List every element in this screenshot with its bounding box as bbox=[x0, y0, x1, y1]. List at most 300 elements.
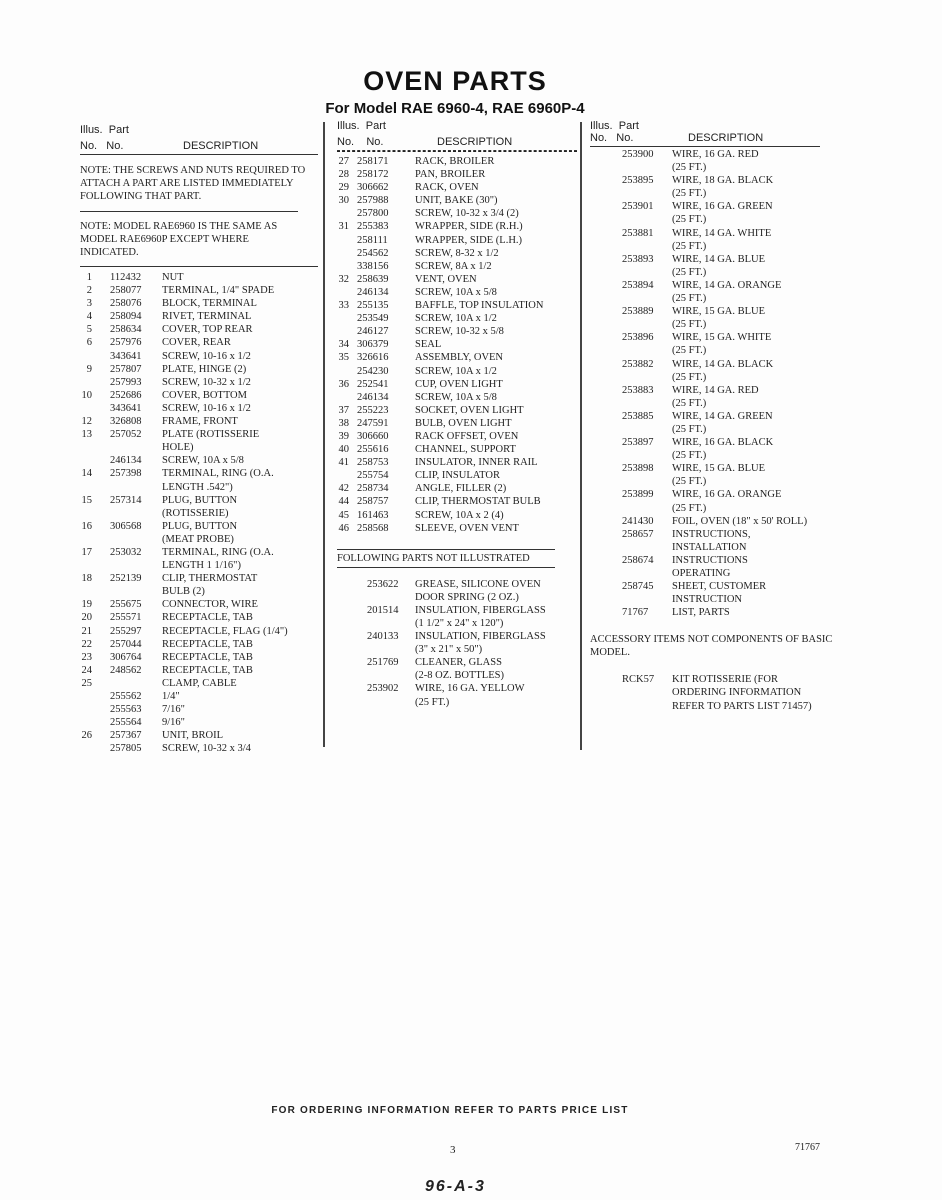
part-description: BULB (2) bbox=[162, 586, 205, 598]
illus-number: 33 bbox=[338, 300, 349, 312]
parts-list-row bbox=[337, 207, 577, 220]
parts-list-row bbox=[80, 546, 318, 559]
part-number: 258076 bbox=[110, 298, 142, 310]
part-number: 255564 bbox=[110, 717, 142, 729]
parts-list-row bbox=[337, 247, 577, 260]
document-number: 71767 bbox=[795, 1142, 820, 1153]
part-description: WIRE, 14 GA. GREEN bbox=[672, 410, 773, 422]
part-description: WIRE, 16 GA. BLACK bbox=[672, 437, 774, 449]
part-description: SCREW, 10A x 5/8 bbox=[162, 455, 244, 467]
parts-list-row bbox=[337, 365, 577, 378]
part-description: WIRE, 18 GA. BLACK bbox=[672, 175, 774, 187]
part-number: 246134 bbox=[357, 286, 389, 298]
part-description: TERMINAL, RING (O.A. bbox=[162, 546, 274, 558]
handwritten-code: 96-A-3 bbox=[425, 1178, 486, 1195]
part-number: 246134 bbox=[110, 455, 142, 467]
illus-number: 13 bbox=[81, 429, 92, 441]
illus-number: 36 bbox=[338, 378, 349, 390]
parts-list-row bbox=[590, 200, 830, 213]
part-description: SCREW, 10-32 x 3/4 bbox=[162, 743, 251, 755]
parts-list-row bbox=[80, 271, 318, 284]
parts-list-row bbox=[80, 297, 318, 310]
part-description: RACK, BROILER bbox=[415, 156, 495, 167]
illus-number: 4 bbox=[86, 311, 92, 323]
part-description: OPERATING bbox=[672, 568, 731, 579]
part-number: 246134 bbox=[357, 391, 389, 403]
page-title: OVEN PARTS bbox=[363, 66, 547, 96]
parts-list-row bbox=[337, 299, 577, 312]
parts-list-row bbox=[590, 305, 830, 318]
parts-list-row bbox=[590, 488, 830, 501]
parts-list-row bbox=[337, 338, 577, 351]
part-number: 253883 bbox=[622, 384, 654, 396]
header-description: DESCRIPTION bbox=[437, 136, 513, 148]
illus-number: 9 bbox=[86, 363, 92, 375]
part-description: 7/16" bbox=[162, 704, 185, 716]
part-number: 257988 bbox=[357, 195, 389, 207]
part-number: 255297 bbox=[110, 625, 142, 637]
parts-list-row bbox=[80, 402, 318, 415]
parts-list-row bbox=[337, 578, 577, 591]
part-description: INSTALLATION bbox=[672, 541, 747, 553]
part-number: 246127 bbox=[357, 326, 389, 338]
part-number: 258753 bbox=[357, 457, 389, 469]
part-number: 253902 bbox=[367, 683, 399, 695]
part-description: ASSEMBLY, OVEN bbox=[415, 352, 504, 364]
parts-list-row bbox=[80, 611, 318, 624]
part-number: 248562 bbox=[110, 664, 142, 676]
part-description: INSTRUCTIONS, bbox=[672, 528, 751, 540]
parts-list-row bbox=[590, 502, 830, 515]
part-number: 255562 bbox=[110, 691, 142, 702]
part-description: HOLE) bbox=[162, 442, 194, 454]
illus-number: 1 bbox=[86, 272, 92, 283]
part-number: 253893 bbox=[622, 253, 654, 265]
part-number: 258657 bbox=[622, 528, 654, 540]
part-number: 257805 bbox=[110, 743, 142, 755]
illus-number: 38 bbox=[338, 417, 349, 429]
part-number: 255223 bbox=[357, 404, 389, 416]
parts-list-row bbox=[590, 279, 830, 292]
part-description: SCREW, 10A x 2 (4) bbox=[415, 509, 504, 521]
illus-number: 23 bbox=[81, 651, 92, 663]
parts-list-row bbox=[590, 266, 830, 279]
part-description: WIRE, 14 GA. RED bbox=[672, 384, 759, 396]
parts-list-row bbox=[590, 331, 830, 344]
part-number: 253881 bbox=[622, 227, 654, 239]
parts-list-row bbox=[590, 554, 830, 567]
part-description: CLEANER, GLASS bbox=[415, 657, 502, 669]
parts-list-row bbox=[337, 260, 577, 273]
column-header bbox=[337, 118, 577, 134]
part-number: 257398 bbox=[110, 468, 142, 480]
parts-list-row bbox=[590, 344, 830, 357]
part-number: 306379 bbox=[357, 339, 389, 351]
part-number: 253894 bbox=[622, 279, 654, 291]
part-description: SCREW, 10-16 x 1/2 bbox=[162, 350, 251, 362]
illus-number: 34 bbox=[338, 339, 349, 351]
parts-list-row bbox=[80, 454, 318, 467]
parts-list-row bbox=[337, 194, 577, 207]
illus-number: 18 bbox=[81, 573, 92, 585]
parts-list-row bbox=[80, 664, 318, 677]
parts-list-row bbox=[337, 617, 577, 630]
part-description: SCREW, 10-16 x 1/2 bbox=[162, 402, 251, 414]
illus-number: 17 bbox=[81, 546, 92, 558]
parts-list-row bbox=[590, 161, 830, 174]
part-description: INSULATION, FIBERGLASS bbox=[415, 631, 546, 643]
divider bbox=[590, 146, 820, 147]
header-part: Part bbox=[365, 120, 386, 132]
part-description: SCREW, 10A x 5/8 bbox=[415, 391, 497, 403]
part-number: 252541 bbox=[357, 378, 389, 390]
parts-list-row bbox=[337, 456, 577, 469]
parts-list-row bbox=[80, 742, 318, 755]
part-description: RECEPTACLE, TAB bbox=[162, 664, 253, 676]
illus-number: 3 bbox=[86, 298, 92, 310]
parts-list-row bbox=[80, 363, 318, 376]
part-number: 253895 bbox=[622, 175, 654, 187]
parts-list-row bbox=[337, 495, 577, 508]
parts-list-row bbox=[80, 336, 318, 349]
part-number: 255383 bbox=[357, 221, 389, 233]
part-description: ANGLE, FILLER (2) bbox=[415, 483, 507, 495]
parts-list-row bbox=[590, 371, 830, 384]
parts-list-row bbox=[337, 469, 577, 482]
parts-list-row bbox=[590, 318, 830, 331]
parts-list-row bbox=[590, 686, 830, 699]
part-description: PAN, BROILER bbox=[415, 169, 486, 181]
part-description: CLIP, THERMOSTAT BULB bbox=[415, 496, 541, 508]
parts-list-row bbox=[337, 404, 577, 417]
part-description: ORDERING INFORMATION bbox=[672, 687, 802, 699]
part-number: 257807 bbox=[110, 363, 142, 375]
part-description: TERMINAL, RING (O.A. bbox=[162, 468, 274, 480]
part-number: 253898 bbox=[622, 463, 654, 475]
note-screws: NOTE: THE SCREWS AND NUTS REQUIRED TO ATTACH A PART ARE LISTED IMMEDIATELY FOLLOWING THAT PART. bbox=[80, 165, 306, 202]
parts-list-row bbox=[337, 220, 577, 233]
parts-list-row bbox=[80, 323, 318, 336]
part-number: 253882 bbox=[622, 358, 654, 370]
part-description: (25 FT.) bbox=[672, 293, 707, 305]
parts-list-row bbox=[337, 155, 577, 168]
illus-number: 6 bbox=[86, 337, 92, 349]
part-number: 253897 bbox=[622, 437, 654, 449]
part-description: WIRE, 14 GA. WHITE bbox=[672, 227, 772, 239]
part-description: DOOR SPRING (2 OZ.) bbox=[415, 591, 519, 603]
parts-list-row bbox=[337, 378, 577, 391]
part-description: FOIL, OVEN (18" x 50' ROLL) bbox=[672, 515, 808, 527]
column-header bbox=[80, 122, 318, 138]
part-description: SCREW, 10A x 1/2 bbox=[415, 365, 497, 377]
part-description: RECEPTACLE, FLAG (1/4") bbox=[162, 625, 288, 637]
parts-list-row bbox=[590, 148, 830, 161]
illus-number: 37 bbox=[338, 404, 349, 416]
illus-number: 27 bbox=[338, 156, 349, 167]
illus-number: 32 bbox=[338, 273, 349, 285]
part-description: (25 FT.) bbox=[672, 397, 707, 409]
part-description: CLIP, THERMOSTAT bbox=[162, 573, 258, 585]
part-number: 338156 bbox=[357, 260, 389, 272]
parts-list-row bbox=[590, 213, 830, 226]
part-number: 253032 bbox=[110, 546, 142, 558]
part-number: 253896 bbox=[622, 332, 654, 344]
header-part: Part bbox=[618, 120, 639, 132]
parts-list-row bbox=[590, 187, 830, 200]
parts-list-row bbox=[590, 410, 830, 423]
illus-number: 35 bbox=[338, 352, 349, 364]
note-model: NOTE: MODEL RAE6960 IS THE SAME AS MODEL RAE6960P EXCEPT WHERE INDICATED. bbox=[80, 221, 278, 258]
parts-list bbox=[337, 155, 577, 535]
parts-list-row bbox=[80, 415, 318, 428]
parts-list-row bbox=[590, 541, 830, 554]
parts-list-accessories bbox=[590, 673, 830, 712]
part-number: 306660 bbox=[357, 430, 389, 442]
part-description: BULB, OVEN LIGHT bbox=[415, 417, 512, 429]
parts-list-row bbox=[80, 507, 318, 520]
header-no: No. bbox=[337, 136, 355, 148]
part-description: SCREW, 10A x 5/8 bbox=[415, 286, 497, 298]
header-illus: Illus. bbox=[337, 120, 360, 132]
ordering-footer: FOR ORDERING INFORMATION REFER TO PARTS PRICE LIST bbox=[271, 1105, 629, 1116]
illus-number: 44 bbox=[338, 496, 349, 508]
part-number: 257800 bbox=[357, 208, 389, 220]
illus-number: 25 bbox=[81, 677, 92, 689]
part-number: 253901 bbox=[622, 201, 654, 213]
part-number: 258094 bbox=[110, 311, 142, 323]
parts-list-row bbox=[337, 286, 577, 299]
parts-list-row bbox=[337, 643, 577, 656]
part-number: 326808 bbox=[110, 416, 142, 428]
part-description: PLATE, HINGE (2) bbox=[162, 363, 247, 375]
parts-list-row bbox=[337, 312, 577, 325]
part-description: (25 FT.) bbox=[672, 319, 707, 331]
part-description: PLUG, BUTTON bbox=[162, 494, 238, 506]
part-number: 241430 bbox=[622, 515, 654, 527]
illus-number: 20 bbox=[81, 612, 92, 624]
parts-list-row bbox=[337, 430, 577, 443]
part-description: CUP, OVEN LIGHT bbox=[415, 378, 503, 390]
part-description: LENGTH .542") bbox=[162, 481, 233, 493]
part-number: 258757 bbox=[357, 496, 389, 508]
divider bbox=[80, 211, 298, 212]
part-number: 252686 bbox=[110, 389, 142, 401]
parts-list-row bbox=[337, 522, 577, 535]
part-number: 258639 bbox=[357, 273, 389, 285]
illus-number: 30 bbox=[338, 195, 349, 207]
parts-list bbox=[590, 148, 830, 619]
parts-list-row bbox=[337, 682, 577, 695]
header-no: No. bbox=[366, 136, 384, 148]
part-number: 255616 bbox=[357, 444, 389, 456]
part-number: 253899 bbox=[622, 489, 654, 501]
page-subtitle: For Model RAE 6960-4, RAE 6960P-4 bbox=[325, 100, 585, 117]
part-number: 255135 bbox=[357, 300, 389, 312]
part-number: 258171 bbox=[357, 156, 389, 167]
parts-list-row bbox=[590, 292, 830, 305]
illus-number: 41 bbox=[338, 457, 349, 469]
parts-list-row bbox=[80, 677, 318, 690]
parts-list-row bbox=[337, 509, 577, 522]
parts-list-row bbox=[337, 351, 577, 364]
parts-list-row bbox=[80, 520, 318, 533]
part-description: WIRE, 15 GA. BLUE bbox=[672, 306, 766, 318]
part-description: 9/16" bbox=[162, 717, 185, 729]
part-description: PLUG, BUTTON bbox=[162, 520, 238, 532]
part-number: 252139 bbox=[110, 573, 142, 585]
parts-list-row bbox=[590, 436, 830, 449]
part-description: SCREW, 10A x 1/2 bbox=[415, 313, 497, 325]
part-description: BAFFLE, TOP INSULATION bbox=[415, 300, 544, 312]
part-number: 326616 bbox=[357, 352, 389, 364]
part-description: KIT ROTISSERIE (FOR bbox=[672, 674, 778, 686]
part-number: 255754 bbox=[357, 470, 389, 482]
header-no: No. bbox=[616, 132, 634, 144]
divider bbox=[80, 266, 318, 267]
header-no: No. bbox=[80, 140, 98, 152]
column-header-row bbox=[590, 130, 830, 146]
part-number: 112432 bbox=[110, 272, 142, 283]
parts-list-row bbox=[590, 528, 830, 541]
illus-number: 15 bbox=[81, 494, 92, 506]
part-description: REFER TO PARTS LIST 71457) bbox=[672, 700, 812, 712]
parts-list-row bbox=[80, 690, 318, 703]
part-description: SHEET, CUSTOMER bbox=[672, 581, 767, 593]
part-description: WIRE, 16 GA. ORANGE bbox=[672, 489, 782, 501]
part-description: WIRE, 16 GA. RED bbox=[672, 149, 759, 160]
part-description: NUT bbox=[162, 272, 184, 283]
parts-list-row bbox=[590, 475, 830, 488]
part-number: 161463 bbox=[357, 509, 389, 521]
parts-list-row bbox=[590, 174, 830, 187]
part-description: (25 FT.) bbox=[672, 345, 707, 357]
header-no: No. bbox=[106, 140, 124, 152]
part-description: CLAMP, CABLE bbox=[162, 677, 237, 689]
part-number: 306662 bbox=[357, 182, 389, 194]
part-number: 257044 bbox=[110, 638, 142, 650]
part-number: 258077 bbox=[110, 285, 142, 297]
parts-list-row bbox=[337, 181, 577, 194]
parts-list-row bbox=[80, 350, 318, 363]
parts-list-row bbox=[590, 673, 830, 686]
parts-list-row bbox=[337, 168, 577, 181]
parts-list-row bbox=[80, 638, 318, 651]
parts-list-row bbox=[80, 585, 318, 598]
divider bbox=[80, 154, 318, 155]
parts-list-row bbox=[337, 417, 577, 430]
part-description: WIRE, 16 GA. GREEN bbox=[672, 201, 773, 213]
part-description: 1/4" bbox=[162, 691, 180, 702]
illus-number: 46 bbox=[338, 522, 349, 534]
parts-list-row bbox=[590, 240, 830, 253]
parts-list-row bbox=[590, 606, 830, 619]
part-description: CONNECTOR, WIRE bbox=[162, 599, 258, 611]
part-description: INSTRUCTION bbox=[672, 594, 742, 606]
parts-list-row bbox=[337, 325, 577, 338]
column-3 bbox=[590, 118, 833, 713]
parts-list-row bbox=[590, 384, 830, 397]
parts-list-row bbox=[337, 604, 577, 617]
part-number: 254230 bbox=[357, 365, 389, 377]
part-description: WRAPPER, SIDE (L.H.) bbox=[415, 234, 523, 246]
part-number: 247591 bbox=[357, 417, 389, 429]
part-number: 257976 bbox=[110, 337, 142, 349]
parts-list-row bbox=[590, 397, 830, 410]
part-number: 253549 bbox=[357, 313, 389, 325]
column-divider bbox=[580, 122, 582, 750]
part-description: WIRE, 15 GA. WHITE bbox=[672, 332, 772, 344]
parts-list-row bbox=[590, 358, 830, 371]
parts-list-row bbox=[337, 669, 577, 682]
part-number: 257314 bbox=[110, 494, 142, 506]
parts-list-row bbox=[80, 441, 318, 454]
part-description: UNIT, BROIL bbox=[162, 730, 224, 742]
part-number: 253900 bbox=[622, 149, 654, 160]
header-part: Part bbox=[108, 124, 129, 136]
illus-number: 29 bbox=[338, 182, 349, 194]
part-number: 258172 bbox=[357, 169, 389, 181]
part-number: RCK57 bbox=[622, 674, 655, 686]
parts-list-row bbox=[80, 729, 318, 742]
illus-number: 5 bbox=[86, 324, 92, 336]
illus-number: 10 bbox=[81, 389, 92, 401]
part-description: (25 FT.) bbox=[672, 188, 707, 200]
part-description: INSULATOR, INNER RAIL bbox=[415, 457, 538, 469]
parts-list-row bbox=[590, 462, 830, 475]
part-description: (ROTISSERIE) bbox=[162, 507, 229, 519]
part-description: SEAL bbox=[415, 339, 442, 351]
part-number: 258745 bbox=[622, 581, 654, 593]
part-description: GREASE, SILICONE OVEN bbox=[415, 578, 541, 590]
part-description: (MEAT PROBE) bbox=[162, 533, 234, 545]
part-description: RECEPTACLE, TAB bbox=[162, 612, 253, 624]
part-number: 253622 bbox=[367, 578, 399, 590]
part-description: UNIT, BAKE (30") bbox=[415, 195, 498, 207]
illus-number: 22 bbox=[81, 638, 92, 650]
part-description: INSULATION, FIBERGLASS bbox=[415, 604, 546, 616]
part-description: (2-8 OZ. BOTTLES) bbox=[415, 670, 504, 682]
part-description: (25 FT.) bbox=[672, 214, 707, 226]
page-number: 3 bbox=[450, 1144, 456, 1156]
parts-list-row bbox=[80, 625, 318, 638]
parts-list bbox=[80, 271, 318, 755]
part-number: 257993 bbox=[110, 376, 142, 388]
illus-number: 42 bbox=[338, 483, 349, 495]
parts-list-row bbox=[590, 515, 830, 528]
part-description: COVER, REAR bbox=[162, 337, 231, 349]
parts-list-row bbox=[590, 449, 830, 462]
parts-list-row bbox=[80, 494, 318, 507]
parts-list-row bbox=[590, 423, 830, 436]
parts-list-row bbox=[337, 630, 577, 643]
part-description: PLATE (ROTISSERIE bbox=[162, 429, 260, 441]
header-illus: Illus. bbox=[590, 120, 613, 132]
parts-list-row bbox=[80, 481, 318, 494]
illus-number: 12 bbox=[81, 416, 92, 428]
part-description: (25 FT.) bbox=[672, 476, 707, 488]
part-description: SLEEVE, OVEN VENT bbox=[415, 522, 519, 534]
parts-list-row bbox=[590, 253, 830, 266]
parts-list-row bbox=[590, 700, 830, 713]
accessory-heading: ACCESSORY ITEMS NOT COMPONENTS OF BASIC MODEL. bbox=[590, 634, 833, 659]
part-description: (25 FT.) bbox=[672, 371, 707, 383]
part-number: 258674 bbox=[622, 554, 654, 566]
part-number: 306568 bbox=[110, 520, 142, 532]
column-1 bbox=[80, 122, 318, 755]
part-number: 257052 bbox=[110, 429, 142, 441]
column-header-row bbox=[337, 134, 577, 150]
part-number: 254562 bbox=[357, 247, 389, 259]
